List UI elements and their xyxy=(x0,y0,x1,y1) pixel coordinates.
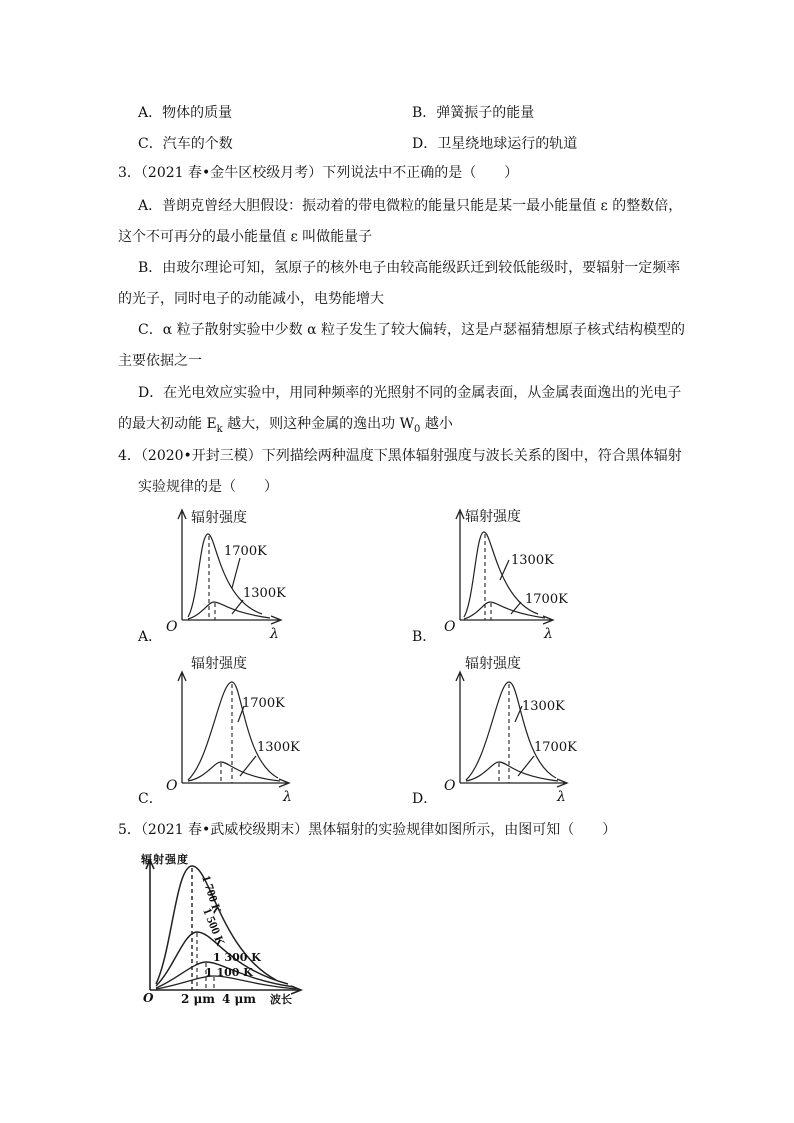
q5-stem: 5．（2021 春•武威校级期末）黑体辐射的实验规律如图所示，由图可知（ ） xyxy=(118,822,617,838)
q4-option-c: C． xyxy=(138,791,163,807)
q5-label-1300k: 1 300 K xyxy=(213,951,261,964)
q5-label-1700k: 1 700 K xyxy=(199,873,225,916)
q3-option-c-line2: 主要依据之一 xyxy=(118,353,202,369)
q2-option-a: A．物体的质量 xyxy=(138,105,233,121)
q5-ylabel: 辐射强度 xyxy=(141,853,189,866)
q5-label-1500k: 1 500 K xyxy=(200,905,228,948)
q4a-label-1700k: 1700K xyxy=(224,544,267,559)
q4c-label-1700k: 1700K xyxy=(242,696,285,711)
q4d-label-1300k: 1300K xyxy=(522,699,565,714)
q5-label-1100k: 1 100 K xyxy=(205,966,253,979)
q4a-origin: O xyxy=(166,619,178,635)
q4c-ylabel: 辐射强度 xyxy=(191,656,247,672)
q4d-label-1700k: 1700K xyxy=(534,740,577,755)
q3-option-c-line1: C．α 粒子散射实验中少数 α 粒子发生了较大偏转，这是卢瑟福猜想原子核式结构模型的 xyxy=(138,322,685,338)
q4-option-b: B． xyxy=(412,629,437,645)
q2-option-b: B．弹簧振子的能量 xyxy=(412,105,535,121)
q3-option-b-line2: 的光子，同时电子的动能减小，电势能增大 xyxy=(118,291,384,307)
q5-tick-4um: 4 μm xyxy=(222,992,257,1006)
q4-stem-line2: 实验规律的是（ ） xyxy=(138,479,278,495)
q3-option-a-line1: A．普朗克曾经大胆假设：振动着的带电微粒的能量只能是某一最小能量值 ε 的整数倍， xyxy=(138,198,683,214)
q4c-xlabel: λ xyxy=(283,789,292,805)
q2-option-d: D．卫星绕地球运行的轨道 xyxy=(412,136,578,152)
q3-stem: 3．（2021 春•金牛区校级月考）下列说法中不正确的是（ ） xyxy=(118,165,519,181)
q4d-origin: O xyxy=(444,778,456,794)
q4b-label-1300k: 1300K xyxy=(511,553,554,568)
q4-option-d: D． xyxy=(412,791,438,807)
q4c-origin: O xyxy=(166,778,178,794)
q4b-ylabel: 辐射强度 xyxy=(465,509,521,525)
q5-origin: O xyxy=(143,991,154,1005)
q4d-ylabel: 辐射强度 xyxy=(465,656,521,672)
q2-option-c: C．汽车的个数 xyxy=(138,136,233,152)
q4b-origin: O xyxy=(444,619,456,635)
q4-option-a: A． xyxy=(138,629,163,645)
q4b-xlabel: λ xyxy=(544,626,553,642)
q3-option-a-line2: 这个不可再分的最小能量值 ε 叫做能量子 xyxy=(118,229,373,245)
q4a-label-1300k: 1300K xyxy=(243,586,286,601)
q5-xlabel: 波长 xyxy=(270,993,292,1006)
q3-option-d-line2: 的最大初动能 $E_k$ 越大，则这种金属的逸出功 $W_0$ 越小 xyxy=(118,416,453,435)
q5-tick-2um: 2 μm xyxy=(181,992,216,1006)
q4c-label-1300k: 1300K xyxy=(257,740,300,755)
q3-option-d-line1: D．在光电效应实验中，用同种频率的光照射不同的金属表面，从金属表面逸出的光电子 xyxy=(138,385,682,401)
q4-stem-line1: 4．（2020•开封三模）下列描绘两种温度下黑体辐射强度与波长关系的图中，符合黑体辐射 xyxy=(118,448,682,464)
q4b-label-1700k: 1700K xyxy=(525,592,568,607)
q4a-xlabel: λ xyxy=(270,626,279,642)
q4d-xlabel: λ xyxy=(557,789,566,805)
q4a-ylabel: 辐射强度 xyxy=(191,510,247,526)
q3-option-b-line1: B．由玻尔理论可知，氢原子的核外电子由较高能级跃迁到较低能级时，要辐射一定频率 xyxy=(138,260,681,276)
